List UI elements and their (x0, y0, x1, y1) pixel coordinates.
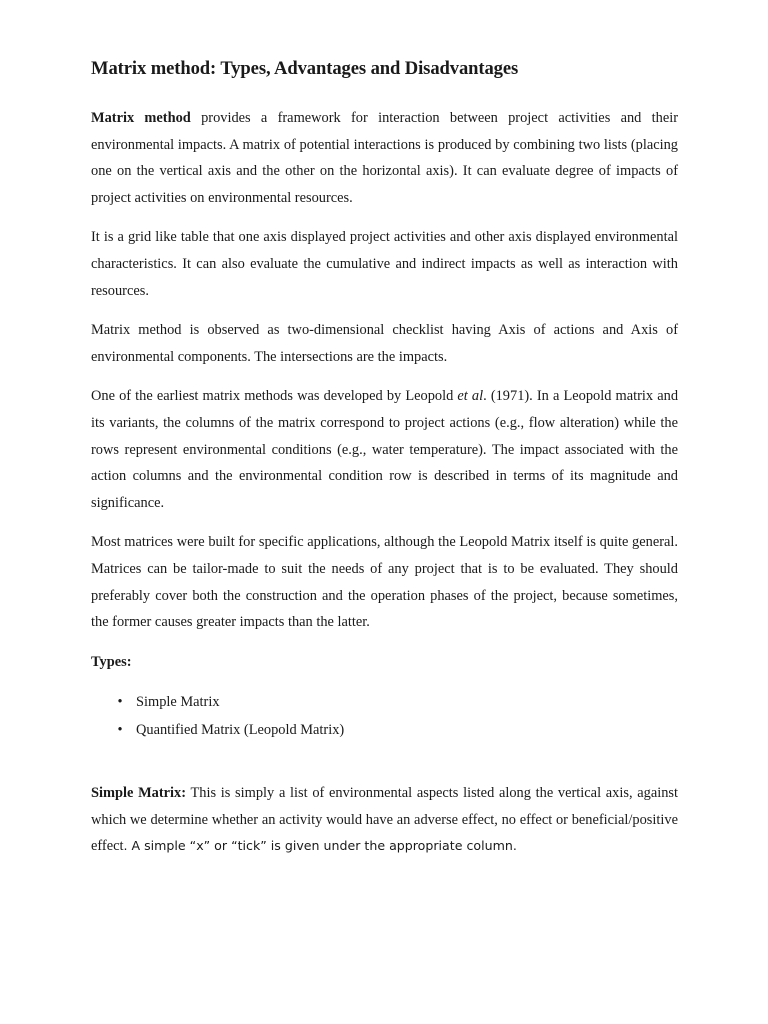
list-item (91, 716, 678, 744)
paragraph-intro (91, 105, 678, 211)
document-title: Matrix method: Types, Advantages and Disadvantages (91, 58, 519, 79)
paragraph-leopold (91, 383, 678, 516)
intro-lead-term: Matrix method (91, 110, 191, 126)
simple-matrix-tail: . A simple “x” or “tick” is given under the appropriate column. (123, 838, 517, 854)
leopold-text-end: . (1971). In a Leopold matrix and its variants, the columns of the matrix correspond to project actions (e.g., flow alteration) while the rows represent environmental conditions (e.g., water temperature). The impact associated with the action columns and the environmental condition row is described in terms of its magnitude and significance. (91, 388, 679, 511)
simple-matrix-text: This is simply a list of environmental aspects listed along the vertical axis, against which we determine whether an activity would have an adverse effect, no effect or beneficial/positive effect (91, 785, 679, 855)
bullet-icon: • (117, 694, 123, 711)
simple-matrix-lead-term: Simple Matrix: (91, 785, 187, 802)
document-content (91, 56, 678, 873)
leopold-text-start: One of the earliest matrix methods was developed by Leopold (91, 388, 458, 405)
bullet-icon: • (117, 722, 123, 739)
types-list (91, 688, 678, 744)
leopold-et-al: et al (457, 388, 484, 405)
intro-text: provides a framework for interaction between project activities and their environmental impacts. A matrix of potential interactions is produced by combining two lists (placing one on the vertical axis and the other on the horizontal axis). It can evaluate degree of impacts of project activities on environmental resources. (91, 110, 679, 206)
list-item-label: Quantified Matrix (Leopold Matrix) (136, 722, 345, 739)
list-item-label: Simple Matrix (136, 694, 220, 711)
paragraph-two-dimensional: Matrix method is observed as two-dimensional checklist having Axis of actions and Axis of environmental components. The intersections are the impacts. (91, 322, 678, 365)
paragraph-applications: Most matrices were built for specific applications, although the Leopold Matrix itself is quite general. Matrices can be tailor-made to suit the needs of any project that is to be evaluated. They should preferably cover both the construction and the operation phases of the project, because sometimes, the former causes greater impacts than the latter. (91, 534, 678, 631)
list-item (91, 688, 678, 716)
paragraph-grid-table: It is a grid like table that one axis displayed project activities and other axis displayed environmental characteristics. It can also evaluate the cumulative and indirect impacts as well as interaction with resources. (91, 229, 678, 299)
types-heading: Types: (91, 653, 132, 670)
paragraph-simple-matrix (91, 780, 678, 860)
